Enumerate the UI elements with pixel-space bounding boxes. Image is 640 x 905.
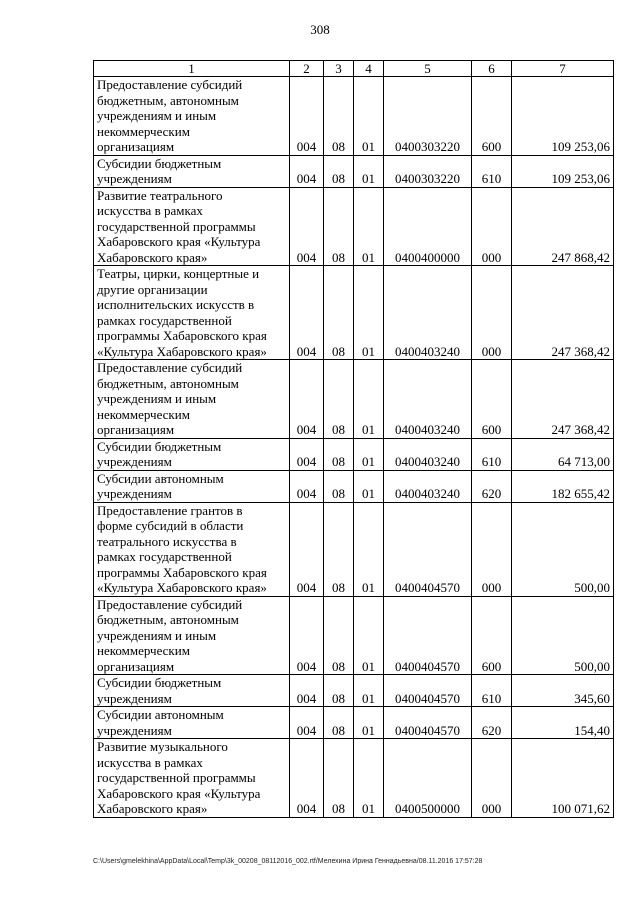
ministry-code-cell: 004 [290,596,324,675]
row-name-line: Развитие театрального [97,187,223,203]
amount-cell: 500,00 [512,502,614,596]
table-row [94,438,614,470]
table-row [94,675,614,707]
expense-type-cell: 000 [472,187,512,266]
target-article-cell: 0400500000 [384,739,472,818]
amount-cell: 100 071,62 [512,739,614,818]
row-name-line: искусства в рамках [97,203,203,218]
row-name-line: учреждениям и иным [97,627,217,643]
budget-table [93,60,614,818]
table-row [94,596,614,675]
row-name-line: рамках государственной [97,549,232,564]
amount-cell: 247 368,42 [512,266,614,360]
section-code-cell: 08 [324,77,354,156]
subsection-code-cell: 01 [354,155,384,187]
table-row [94,360,614,439]
row-name-line: «Культура Хабаровского края» [97,580,267,595]
amount-cell: 109 253,06 [512,155,614,187]
target-article-cell: 0400404570 [384,707,472,739]
table-row [94,502,614,596]
section-code-cell: 08 [324,470,354,502]
expense-type-cell: 610 [472,155,512,187]
expense-type-cell: 600 [472,77,512,156]
amount-cell: 247 868,42 [512,187,614,266]
row-name-line: рамках государственной [97,312,232,328]
section-code-cell: 08 [324,596,354,675]
amount-cell: 182 655,42 [512,470,614,502]
row-name-line: «Культура Хабаровского края» [97,343,267,359]
row-name-line: Субсидии бюджетным [97,675,222,690]
subsection-code-cell: 01 [354,438,384,470]
section-code-cell: 08 [324,155,354,187]
column-header: 6 [472,61,512,77]
table-row [94,470,614,502]
target-article-cell: 0400403240 [384,438,472,470]
target-article-cell: 0400303220 [384,77,472,156]
page-number: 308 [310,22,330,37]
table-row [94,187,614,266]
row-name-line: организациям [97,658,175,674]
row-name-cell [94,470,290,502]
target-article-cell: 0400404570 [384,502,472,596]
row-name-line: Субсидии автономным [97,470,224,486]
row-name-cell [94,739,290,818]
ministry-code-cell: 004 [290,266,324,360]
section-code-cell: 08 [324,438,354,470]
row-name-line: бюджетным, автономным [97,612,239,627]
row-name-line: учреждениям [97,171,172,186]
row-name-line: Предоставление субсидий [97,360,243,375]
amount-cell: 109 253,06 [512,77,614,156]
row-name-line: некоммерческим [97,643,190,658]
row-name-line: Предоставление субсидий [97,77,243,92]
expense-type-cell: 610 [472,675,512,707]
subsection-code-cell: 01 [354,675,384,707]
section-code-cell: 08 [324,502,354,596]
target-article-cell: 0400404570 [384,675,472,707]
table-row [94,155,614,187]
target-article-cell: 0400403240 [384,266,472,360]
table-row [94,77,614,156]
row-name-line: государственной программы [97,218,256,234]
expense-type-cell: 620 [472,707,512,739]
amount-cell: 64 713,00 [512,438,614,470]
row-name-line: Предоставление субсидий [97,596,243,612]
section-code-cell: 08 [324,675,354,707]
ministry-code-cell: 004 [290,77,324,156]
section-code-cell: 08 [324,266,354,360]
target-article-cell: 0400403240 [384,470,472,502]
row-name-line: Предоставление грантов в [97,502,243,518]
row-name-line: Хабаровского края «Культура [97,234,261,249]
column-number-row [94,61,614,77]
expense-type-cell: 000 [472,739,512,818]
expense-type-cell: 620 [472,470,512,502]
ministry-code-cell: 004 [290,155,324,187]
amount-cell: 345,60 [512,675,614,707]
row-name-cell [94,596,290,675]
section-code-cell: 08 [324,187,354,266]
target-article-cell: 0400403240 [384,360,472,439]
ministry-code-cell: 004 [290,187,324,266]
target-article-cell: 0400303220 [384,155,472,187]
row-name-line: бюджетным, автономным [97,92,239,108]
row-name-line: государственной программы [97,770,256,785]
subsection-code-cell: 01 [354,266,384,360]
file-path-footer: C:\Users\gmelekhina\AppData\Local\Temp\3k_00208_08112016_002.rtf/Мелехина Ирина Геннадьевна/08.11.2016 17:57:28 [93,858,483,865]
amount-cell: 500,00 [512,596,614,675]
row-name-line: Субсидии бюджетным [97,155,222,171]
table-row [94,266,614,360]
row-name-line: учреждениям [97,454,172,469]
row-name-line: организациям [97,139,175,154]
ministry-code-cell: 004 [290,470,324,502]
column-header: 3 [324,61,354,77]
ministry-code-cell: 004 [290,707,324,739]
row-name-line: организациям [97,422,175,437]
row-name-line: форме субсидий в области [97,518,244,533]
column-header: 7 [512,61,614,77]
row-name-line: Развитие музыкального [97,739,228,754]
row-name-line: Театры, цирки, концертные и [97,266,260,281]
row-name-line: учреждениям [97,486,172,501]
subsection-code-cell: 01 [354,187,384,266]
expense-type-cell: 000 [472,266,512,360]
expense-type-cell: 600 [472,360,512,439]
row-name-line: учреждениям [97,690,172,706]
row-name-cell [94,266,290,360]
row-name-line: Хабаровского края» [97,801,208,816]
subsection-code-cell: 01 [354,596,384,675]
table-row [94,707,614,739]
subsection-code-cell: 01 [354,470,384,502]
row-name-line: учреждениям [97,722,172,738]
expense-type-cell: 600 [472,596,512,675]
amount-cell: 154,40 [512,707,614,739]
row-name-line: Хабаровского края» [97,249,208,265]
row-name-line: Субсидии бюджетным [97,438,222,454]
column-header: 1 [94,61,290,77]
row-name-line: исполнительских искусств в [97,297,255,312]
ministry-code-cell: 004 [290,438,324,470]
column-header: 5 [384,61,472,77]
subsection-code-cell: 01 [354,739,384,818]
row-name-line: Хабаровского края «Культура [97,785,261,801]
expense-type-cell: 000 [472,502,512,596]
amount-cell: 247 368,42 [512,360,614,439]
row-name-line: искусства в рамках [97,754,203,770]
row-name-line: некоммерческим [97,123,190,139]
row-name-line: некоммерческим [97,406,190,422]
row-name-line: Субсидии автономным [97,707,224,722]
subsection-code-cell: 01 [354,707,384,739]
subsection-code-cell: 01 [354,502,384,596]
expense-type-cell: 610 [472,438,512,470]
subsection-code-cell: 01 [354,77,384,156]
section-code-cell: 08 [324,739,354,818]
table-row [94,739,614,818]
row-name-cell [94,707,290,739]
row-name-line: театрального искусства в [97,533,237,549]
row-name-line: учреждениям и иным [97,391,217,406]
section-code-cell: 08 [324,360,354,439]
target-article-cell: 0400404570 [384,596,472,675]
row-name-cell [94,155,290,187]
column-header: 2 [290,61,324,77]
subsection-code-cell: 01 [354,360,384,439]
row-name-cell [94,502,290,596]
section-code-cell: 08 [324,707,354,739]
row-name-cell [94,187,290,266]
row-name-line: программы Хабаровского края [97,328,267,343]
row-name-line: программы Хабаровского края [97,564,267,580]
row-name-cell [94,438,290,470]
ministry-code-cell: 004 [290,502,324,596]
ministry-code-cell: 004 [290,675,324,707]
row-name-cell [94,675,290,707]
target-article-cell: 0400400000 [384,187,472,266]
row-name-cell [94,77,290,156]
row-name-line: учреждениям и иным [97,108,217,123]
row-name-line: бюджетным, автономным [97,375,239,391]
column-header: 4 [354,61,384,77]
row-name-cell [94,360,290,439]
ministry-code-cell: 004 [290,360,324,439]
ministry-code-cell: 004 [290,739,324,818]
row-name-line: другие организации [97,281,208,297]
